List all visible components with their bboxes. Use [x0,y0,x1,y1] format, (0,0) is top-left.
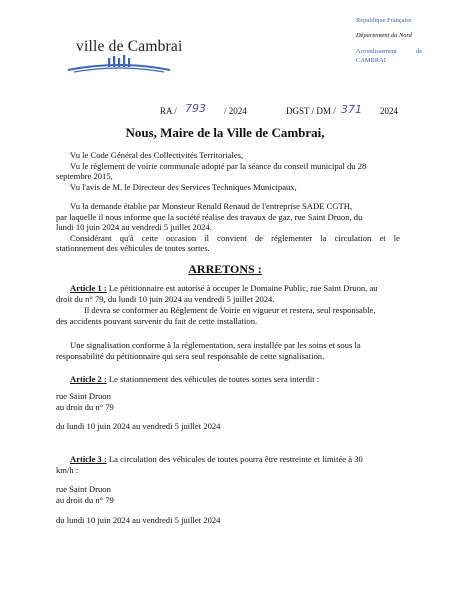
article-2-line [70,374,319,385]
article-3-line-1 [70,454,363,465]
article-2-label: Article 2 : [70,374,107,384]
article-1-label: Article 1 : [70,283,107,293]
demande-line-1: Vu la demande établie par Monsieur Renald Renaud de l'entreprise SADE CGTH, [70,201,353,211]
ra-year: / 2024 [224,106,247,116]
city-logo-icon [64,54,174,76]
vu-line-1: Vu le Code Général des Collectivités Territoriales, [70,150,244,160]
article-1-line-5: Une signalisation conforme à la réglementation, sera installée par les soins et sous la [70,340,361,350]
article-3-label: Article 3 : [70,454,107,464]
article-1-line-6: responsabilité du pétitionnaire qui sera seul responsable de cette signalisation. [56,350,325,361]
dgst-number: 371 [341,103,362,116]
arrondissement-word: Arrondissement [356,48,397,55]
article-1-line-2: droit du n° 79, du lundi 10 juin 2024 au vendredi 5 juillet 2024. [56,293,275,304]
ra-label: RA / [160,106,177,116]
demande-line-4: Considérant qu'à cette occasion il convient de réglementer la circulation et le [70,232,400,243]
arrondissement-value: CAMBRAI [356,57,386,64]
demande-line-3: lundi 10 juin 2024 au vendredi 5 juillet 2024. [56,222,212,232]
article-3-street: rue Saint Druon [56,484,111,494]
vu-line-2b: septembre 2015, [56,171,113,181]
republique-text: République Française [356,17,412,24]
ra-number: 793 [185,102,206,115]
article-3-text: La circulation des véhicules de toutes pourra être restreinte et limitée à 30 [106,454,363,464]
article-1-line-1 [70,283,378,294]
article-1-line-4: des accidents pouvant survenir du fait de cette installation. [56,315,258,326]
article-2-number: au droit du n° 79 [56,401,114,412]
article-2-street: rue Saint Druon [56,391,111,401]
article-2-period: du lundi 10 juin 2024 au vendredi 5 juillet 2024 [56,421,221,431]
vu-line-2a: Vu le règlement de voirie communale adopté par la séance du conseil municipal du 28 [70,160,367,171]
dgst-year: 2024 [380,106,398,116]
demande-line-2: par laquelle il nous informe que la société réalise des travaux de gaz, rue Saint Druon, du [56,211,363,222]
article-1-text: Le pétitionnaire est autorisé à occuper le Domaine Public, rue Saint Druon, au [106,283,378,293]
demande-line-5: stationnement des véhicules de toutes sortes. [56,243,210,253]
arretons-heading: ARRETONS : [188,262,262,276]
vu-line-3: Vu l'avis de M. le Directeur des Services Techniques Municipaux, [70,181,297,192]
page-title: Nous, Maire de la Ville de Cambrai, [125,125,325,140]
arrondissement-de: de [416,48,423,55]
article-3-number: au droit du n° 79 [56,494,114,505]
article-1-line-3: Il devra se conformer au Règlement de Voirie en vigueur et restera, seul responsable, [84,305,376,315]
article-2-text: Le stationnement des véhicules de toutes sortes sera interdit : [106,374,320,384]
logo-text: ville de Cambrai [76,38,183,55]
dgst-label: DGST / DM / [286,106,336,116]
article-3-period: du lundi 10 juin 2024 au vendredi 5 juillet 2024 [56,515,221,525]
article-3-line-2: km/h : [56,464,79,475]
departement-text: Département du Nord [356,32,412,39]
